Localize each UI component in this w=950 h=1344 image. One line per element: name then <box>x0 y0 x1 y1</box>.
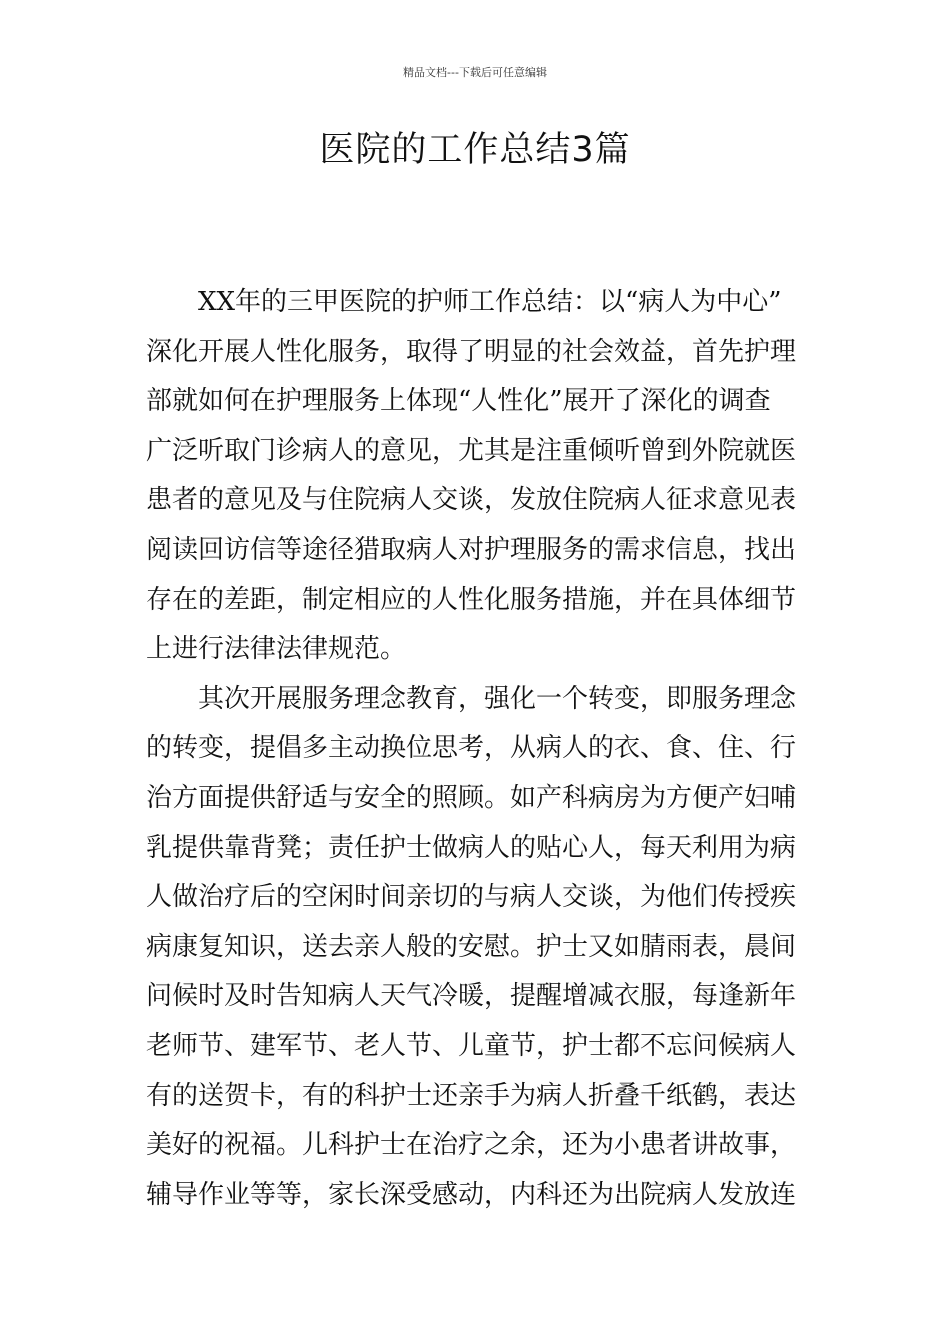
paragraph-line: 问候时及时告知病人天气冷暖，提醒增减衣服，每逢新年 <box>146 981 797 1012</box>
paragraph-line: 深化开展人性化服务，取得了明显的社会效益，首先护理 <box>146 336 797 367</box>
document-title: 医院的工作总结3篇 <box>319 130 631 170</box>
paragraph-line: 有的送贺卡，有的科护士还亲手为病人折叠千纸鹤，表达 <box>146 1080 797 1111</box>
paragraph-line: 美好的祝福。儿科护士在治疗之余，还为小患者讲故事， <box>146 1130 797 1161</box>
paragraph-line: 存在的差距，制定相应的人性化服务措施，并在具体细节 <box>146 584 797 615</box>
paragraph-line: XX年的三甲医院的护师工作总结：以“病人为中心” <box>198 287 782 317</box>
paragraph-line: 老师节、建军节、老人节、儿童节，护士都不忘问候病人 <box>146 1030 797 1061</box>
paragraph-1 <box>146 278 806 675</box>
paragraph-line: 广泛听取门诊病人的意见，尤其是注重倾听曾到外院就医 <box>146 435 797 466</box>
paragraph-line: 乳提供靠背凳；责任护士做病人的贴心人，每天利用为病 <box>146 832 797 863</box>
document-body <box>146 278 806 1220</box>
paragraph-line: 部就如何在护理服务上体现“人性化”展开了深化的调查 <box>146 386 771 417</box>
paragraph-line: 上进行法律法律规范。 <box>146 634 407 665</box>
paragraph-line: 治方面提供舒适与安全的照顾。如产科病房为方便产妇哺 <box>146 782 797 813</box>
paragraph-line: 人做治疗后的空闲时间亲切的与病人交谈，为他们传授疾 <box>146 882 797 913</box>
header-note: 精品文档---下载后可任意编辑 <box>403 66 547 79</box>
paragraph-2 <box>146 675 806 1221</box>
paragraph-line: 辅导作业等等，家长深受感动，内科还为出院病人发放连 <box>146 1179 797 1210</box>
paragraph-line: 病康复知识，送去亲人般的安慰。护士又如腈雨表，晨间 <box>146 931 797 962</box>
paragraph-line: 患者的意见及与住院病人交谈，发放住院病人征求意见表 <box>146 485 797 516</box>
paragraph-line: 阅读回访信等途径猎取病人对护理服务的需求信息，找出 <box>146 534 797 565</box>
paragraph-line: 其次开展服务理念教育，强化一个转变，即服务理念 <box>198 683 797 714</box>
paragraph-line: 的转变，提倡多主动换位思考，从病人的衣、食、住、行 <box>146 733 797 764</box>
